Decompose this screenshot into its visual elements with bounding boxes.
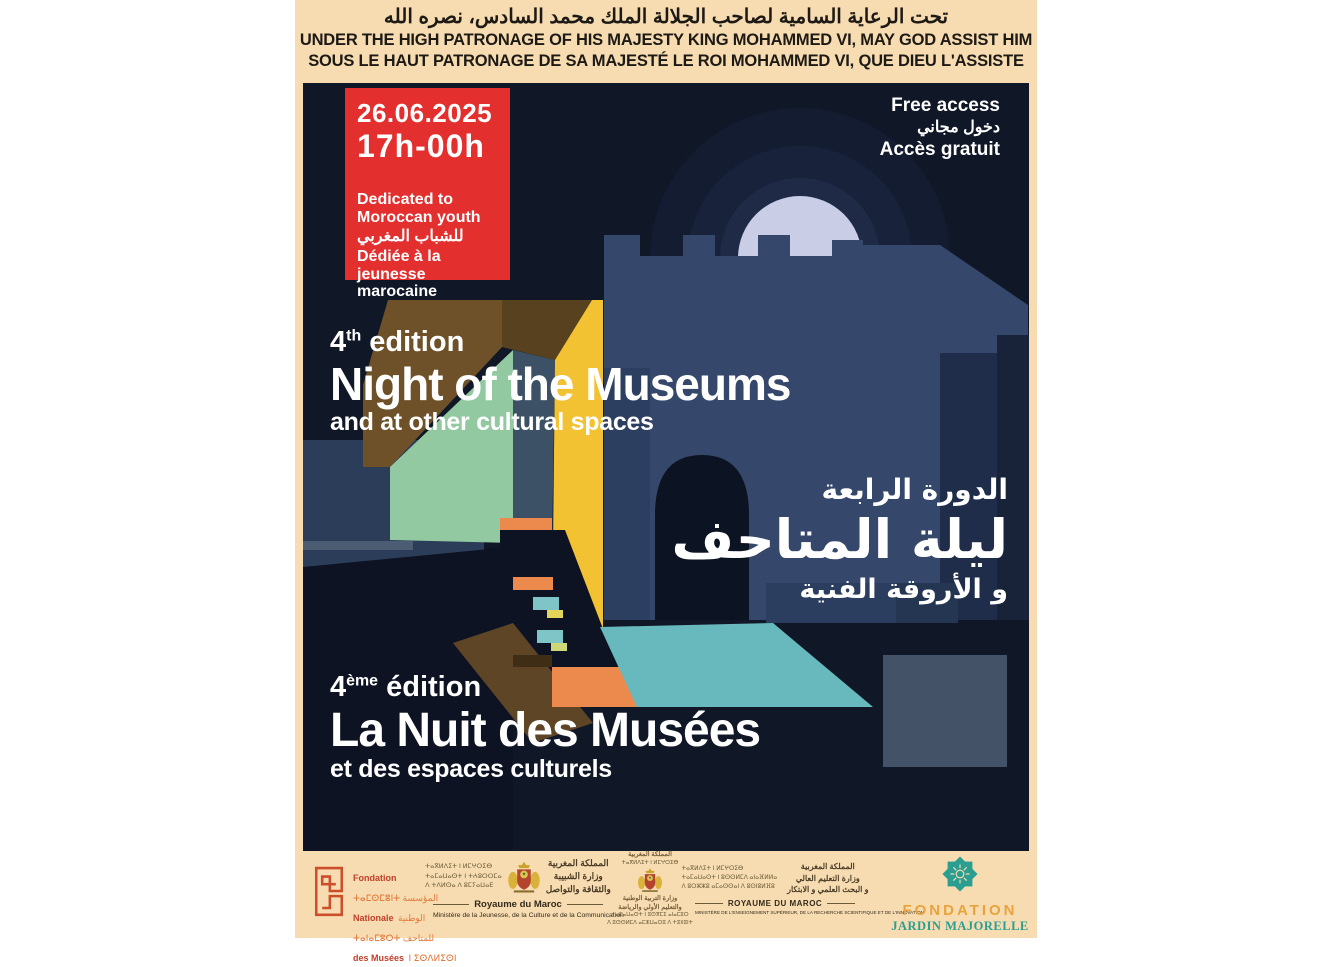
fnm-line5-tif: ⵏ ⵉⵙⴷⵍⵉⵙⵏ [408, 953, 457, 963]
tif-line: ⵜⴰⵎⴰⵡⴰⵙⵜ ⵏ ⵓⵙⵙⵍⵎⴷ ⴰⵏⴰⴼⵍⵍⴰ [681, 874, 778, 881]
ministry-youth-rule [433, 899, 603, 910]
ar-line: و البحث العلمي و الابتكار [787, 885, 869, 895]
free-access-en: Free access [891, 95, 1000, 116]
dedication-en-line1: Dedicated to [357, 191, 454, 208]
ministry-edu-tif-top: ⵜⴰⴳⵍⴷⵉⵜ ⵏ ⵍⵎⵖⵔⵉⴱ [621, 859, 679, 866]
dedication-en-line2: Moroccan youth [357, 208, 481, 226]
fnm-line3-latin: Nationale [353, 913, 394, 923]
edition-word-en: edition [369, 326, 465, 358]
subtitle-ar: و الأروقة الفنية [799, 573, 1008, 605]
ministry-youth-row [425, 857, 611, 896]
step-teal-1 [533, 597, 559, 610]
fnm-line5-latin: des Musées [353, 953, 405, 963]
logo-ministry-higher-education [681, 861, 924, 915]
main-title-ar: ليلة المتاحف [671, 508, 1008, 571]
ministry-sup-arabic [787, 861, 868, 896]
patronage-arabic: تحت الرعاية السامية لصاحب الجلالة الملك محمد السادس، نصره الله [383, 6, 949, 28]
ministry-edu-ar-top: المملكة المغربية [628, 851, 672, 858]
cream-panel [295, 0, 1037, 963]
logo-ministry-education [607, 851, 693, 927]
main-title-en: Night of the Museums [330, 358, 791, 410]
ledge-highlight [303, 541, 413, 550]
ministry-edu-ar1: وزارة التربية الوطنية [622, 894, 678, 902]
step-teal-2 [537, 630, 563, 643]
morocco-coat-of-arms-icon [507, 860, 541, 894]
tif-line: ⴷ ⵓⵔⵣⵣⵓ ⴰⵎⴰⵙⵙⴰⵏ ⴷ ⵓⵙⵏⵓⵍⴼⵓ [681, 883, 775, 890]
logo-ministry-youth-culture [425, 857, 624, 920]
slate-panel-c [883, 655, 1007, 767]
fnm-maze-icon [312, 861, 346, 921]
fnm-line2: ⵜⴰⵎⵙⵎⵓⵏⵜ المؤسسة [353, 893, 439, 903]
title-french [330, 671, 760, 783]
majorelle-star-icon [939, 853, 981, 895]
dedication-fr [357, 248, 498, 302]
ar-line: والثقافة والتواصل [545, 884, 611, 895]
partner-logos-strip [295, 851, 1037, 963]
free-access-fr: Accès gratuit [879, 139, 1000, 161]
ministry-sup-rule [695, 899, 855, 908]
patronage-header [295, 4, 1037, 72]
logo-fondation-jardin-majorelle [889, 853, 1031, 934]
date-box [345, 88, 510, 301]
fnm-line4: ⵜⴰⵏⴰⵎⵓⵔⵜ للمتاحف [353, 933, 435, 943]
majorelle-jardin-label: JARDIN MAJORELLE [891, 919, 1029, 933]
edition-line-ar: الدورة الرابعة [821, 473, 1008, 506]
main-title-fr: La Nuit des Musées [330, 704, 761, 757]
title-english [330, 326, 790, 436]
edition-suffix-fr: ème [346, 672, 379, 690]
event-time: 17h-00h [357, 128, 485, 164]
subtitle-fr: et des espaces culturels [330, 754, 612, 783]
edition-number-en: 4 [330, 326, 347, 358]
tif-line: ⵜⴰⴳⵍⴷⵉⵜ ⵏ ⵍⵎⵖⵔⵉⴱ [681, 865, 744, 872]
ministry-youth-arabic [546, 857, 611, 896]
title-arabic [672, 473, 1008, 605]
patronage-english: UNDER THE HIGH PATRONAGE OF HIS MAJESTY KING MOHAMMED VI, MAY GOD ASSIST HIM [299, 31, 1033, 49]
poster-artwork [303, 83, 1029, 851]
dedication-fr-line2: marocaine [357, 283, 438, 301]
ministry-youth-tifinagh [425, 862, 502, 891]
ministry-sup-title: ROYAUME DU MAROC [727, 898, 823, 908]
event-date: 26.06.2025 [357, 98, 493, 128]
ministry-sup-subtitle: MINISTÈRE DE L'ENSEIGNEMENT SUPÉRIEUR, DE LA RECHERCHE SCIENTIFIQUE ET DE L'INNOVATION [695, 909, 924, 915]
ar-line: وزارة التعليم العالي [795, 873, 860, 883]
step-orange-1 [500, 518, 552, 530]
ministry-youth-subtitle: Ministère de la Jeunesse, de la Culture et de la Communication [433, 912, 624, 920]
ministry-youth-title: Royaume du Maroc [474, 899, 562, 911]
free-access-block [880, 95, 1000, 161]
edition-suffix-en: th [346, 327, 362, 345]
dedication-en [357, 191, 498, 227]
subtitle-en: and at other cultural spaces [330, 407, 654, 436]
ar-line: المملكة المغربية [547, 858, 609, 868]
step-yellow-1 [547, 610, 563, 618]
tif-line: ⵜⴰⵎⴰⵡⴰⵙⵜ ⵏ ⵜⵄⵓⵔⵔⵎⴰ [425, 872, 502, 880]
ministry-edu-tif1: ⵜⴰⵎⴰⵡⴰⵙⵜ ⵏ ⵓⵙⴳⵎⵉ ⴰⵏⴰⵎⵓⵔ [611, 912, 689, 919]
edition-word-fr: édition [386, 671, 482, 703]
edition-line-en [330, 326, 790, 359]
ministry-edu-tif2: ⴷ ⵓⵙⵙⵍⵎⴷ ⴰⵎⵣⵡⴰⵔⵓ ⴷ ⵜⵓⵏⵏⵓⵏⵜ [607, 919, 693, 926]
ministry-edu-ar2: والتعليم الأولي والرياضة [618, 903, 682, 911]
tif-line: ⵜⴰⴳⵍⴷⵉⵜ ⵏ ⵍⵎⵖⵔⵉⴱ [425, 862, 493, 870]
dedication-fr-line1: Dédiée à la jeunesse [357, 247, 441, 283]
ministry-sup-row [681, 861, 869, 896]
fnm-line1: Fondation [353, 873, 397, 883]
dedication-ar: للشباب المغربي [357, 227, 464, 245]
edition-number-fr: 4 [330, 671, 347, 703]
ministry-sup-tifinagh [682, 865, 778, 892]
patronage-french: SOUS LE HAUT PATRONAGE DE SA MAJESTÉ LE ROI MOHAMMED VI, QUE DIEU L'ASSISTE [308, 52, 1024, 71]
free-access-ar: دخول مجاني [917, 119, 1000, 136]
ar-line: المملكة المغربية [800, 862, 855, 871]
platform-riser [513, 655, 552, 667]
tif-line: ⴷ ⵜⴷⵍⵙⴰ ⴷ ⵓⵎⵢⴰⵡⴰⴹ [425, 882, 494, 890]
edition-line-fr [330, 671, 760, 704]
step-orange-2 [513, 577, 553, 590]
ar-line: وزارة الشبيبة [553, 871, 603, 882]
fnm-line3-ar: الوطنية [397, 913, 426, 923]
majorelle-fondation-label: FONDATION [902, 902, 1018, 919]
step-yellow-2 [551, 643, 567, 651]
morocco-coat-of-arms-icon [637, 867, 663, 893]
